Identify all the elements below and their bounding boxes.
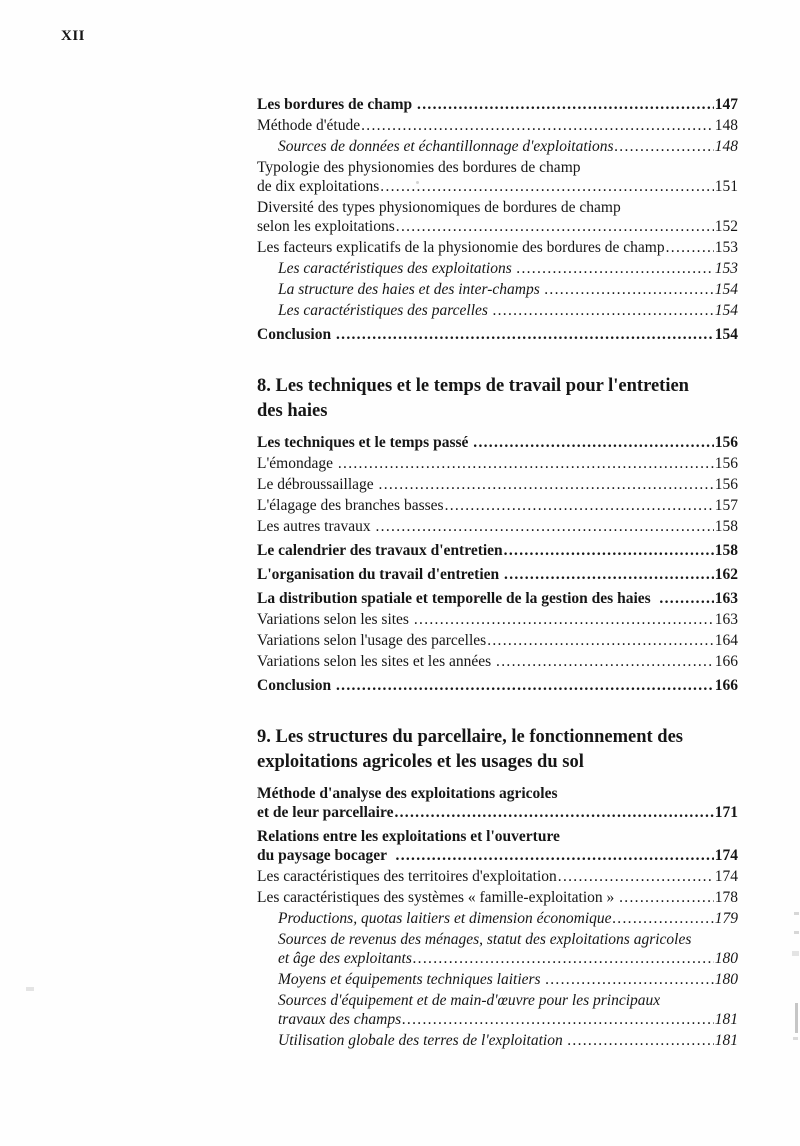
scan-artifact <box>793 1037 798 1040</box>
toc-entry <box>257 541 738 560</box>
toc-entry-label: selon les exploitations <box>257 218 395 235</box>
toc-entry-label: Variations selon l'usage des parcelles <box>257 632 487 649</box>
toc-entry-label: Utilisation globale des terres de l'exploitation <box>278 1032 567 1049</box>
toc-entry-page-number: 158 <box>714 542 738 559</box>
toc-entry-page-number: 154 <box>714 302 738 319</box>
toc-entry-page-number: 162 <box>714 566 738 583</box>
toc-entry <box>257 116 738 135</box>
dot-leader <box>496 652 714 671</box>
toc-entry-page-number: 178 <box>714 889 738 906</box>
dot-leader <box>619 888 714 907</box>
chapter-heading-line: 9. Les structures du parcellaire, le fonctionnement des <box>257 727 683 747</box>
toc-entry-page-number: 166 <box>714 677 738 694</box>
toc-entry <box>257 325 738 344</box>
toc-entry-page-number: 181 <box>714 1032 738 1049</box>
toc-entry-line: Méthode d'analyse des exploitations agricoles <box>257 785 558 802</box>
toc-entry-page-number: 154 <box>714 281 738 298</box>
toc-entry-page-number: 151 <box>714 178 738 195</box>
chapter-heading-line: 8. Les techniques et le temps de travail pour l'entretien <box>257 376 689 396</box>
toc-entry-page-number: 174 <box>714 868 738 885</box>
toc-entry-label: Les caractéristiques des systèmes « famille-exploitation » <box>257 889 619 906</box>
toc-entry-label: Le débroussaillage <box>257 476 378 493</box>
toc-entry-page-number: 179 <box>714 910 738 927</box>
toc-entry-line: Typologie des physionomies des bordures de champ <box>257 159 581 176</box>
dot-leader <box>504 541 714 560</box>
scan-artifact <box>795 1003 798 1033</box>
toc-entry-label: Les bordures de champ <box>257 96 417 113</box>
dot-leader <box>487 631 714 650</box>
dot-leader <box>394 803 713 822</box>
chapter-heading-line: exploitations agricoles et les usages du sol <box>257 752 584 772</box>
toc-entry-page-number: 156 <box>714 476 738 493</box>
dot-leader <box>413 949 714 968</box>
toc-entry <box>257 454 738 473</box>
toc-entry-label: Moyens et équipements techniques laitiers <box>278 971 545 988</box>
chapter-heading <box>257 374 738 424</box>
toc-entry-label: Variations selon les sites <box>257 611 413 628</box>
dot-leader <box>558 867 714 886</box>
toc-entry-page-number: 163 <box>714 590 738 607</box>
toc-entry <box>257 1031 738 1050</box>
toc-entry-label: Les caractéristiques des parcelles <box>278 302 492 319</box>
dot-leader <box>473 433 713 452</box>
toc-entry-label: Les caractéristiques des territoires d'exploitation <box>257 868 557 885</box>
toc-entry <box>257 198 738 236</box>
toc-entry-label: Méthode d'étude <box>257 117 361 134</box>
toc-entry <box>257 589 738 608</box>
dot-leader <box>396 217 714 236</box>
dot-leader <box>545 970 713 989</box>
toc-entry-page-number: 180 <box>714 950 738 967</box>
toc-entry <box>257 970 738 989</box>
toc-entry <box>257 784 738 822</box>
toc-entry <box>257 930 738 968</box>
dot-leader <box>338 454 714 473</box>
toc-entry <box>257 676 738 695</box>
dot-leader <box>517 259 714 278</box>
toc-entry-label: Les caractéristiques des exploitations <box>278 260 516 277</box>
toc-entry-page-number: 148 <box>714 117 738 134</box>
dot-leader <box>379 475 714 494</box>
toc-entry <box>257 158 738 196</box>
toc-entry-label: Les autres travaux <box>257 518 375 535</box>
toc-entry-label: et de leur parcellaire <box>257 804 394 821</box>
toc-entry-page-number: 180 <box>714 971 738 988</box>
toc-entry-page-number: 156 <box>714 434 738 451</box>
toc-entry-page-number: 158 <box>714 518 738 535</box>
toc-entry-label: Conclusion <box>257 326 335 343</box>
toc-entry <box>257 259 738 278</box>
toc-entry-line: Sources de revenus des ménages, statut des exploitations agricoles <box>278 931 692 948</box>
toc-entry-page-number: 148 <box>714 138 738 155</box>
toc-entry-label: Le calendrier des travaux d'entretien <box>257 542 503 559</box>
toc-entry-label: Conclusion <box>257 677 335 694</box>
toc-entry-page-number: 163 <box>714 611 738 628</box>
scan-artifact <box>26 987 34 991</box>
dot-leader <box>666 238 714 257</box>
toc-entry-line: Relations entre les exploitations et l'ouverture <box>257 828 560 845</box>
toc-entry <box>257 475 738 494</box>
scan-artifact <box>416 181 419 184</box>
toc-entry <box>257 867 738 886</box>
page-number-folio: XII <box>61 28 86 44</box>
toc-entry-label: L'élagage des branches basses <box>257 497 444 514</box>
toc-entry <box>257 652 738 671</box>
toc-entry-page-number: 166 <box>714 653 738 670</box>
toc-entry <box>257 517 738 536</box>
dot-leader <box>614 137 713 156</box>
toc-entry <box>257 137 738 156</box>
toc-entry-label: L'émondage <box>257 455 337 472</box>
dot-leader <box>545 280 714 299</box>
dot-leader <box>659 589 713 608</box>
toc-entry-label: L'organisation du travail d'entretien <box>257 566 504 583</box>
table-of-contents <box>257 93 738 1050</box>
chapter-heading <box>257 725 738 775</box>
toc-entry-label: Variations selon les sites et les années <box>257 653 496 670</box>
chapter-heading-line: des haies <box>257 401 328 421</box>
toc-entry-label: Productions, quotas laitiers et dimension économique <box>278 910 612 927</box>
toc-entry <box>257 280 738 299</box>
toc-entry-page-number: 164 <box>714 632 738 649</box>
dot-leader <box>402 1010 714 1029</box>
toc-entry-page-number: 174 <box>714 847 738 864</box>
toc-entry <box>257 238 738 257</box>
toc-entry-label: Les facteurs explicatifs de la physionomie des bordures de champ <box>257 239 665 256</box>
toc-entry-label: et âge des exploitants <box>278 950 412 967</box>
toc-entry <box>257 610 738 629</box>
dot-leader <box>493 301 714 320</box>
toc-entry-page-number: 157 <box>714 497 738 514</box>
toc-entry <box>257 301 738 320</box>
scan-artifact <box>792 951 799 956</box>
toc-entry-page-number: 153 <box>714 260 738 277</box>
dot-leader <box>361 116 714 135</box>
toc-entry-page-number: 171 <box>714 804 738 821</box>
toc-entry-label: Les techniques et le temps passé <box>257 434 473 451</box>
dot-leader <box>396 846 714 865</box>
scan-artifact <box>794 912 799 915</box>
scan-artifact <box>794 931 799 934</box>
toc-entry-label: travaux des champs <box>278 1011 402 1028</box>
toc-entry <box>257 496 738 515</box>
dot-leader <box>336 325 714 344</box>
toc-entry <box>257 433 738 452</box>
toc-entry-page-number: 156 <box>714 455 738 472</box>
toc-entry-line: Sources d'équipement et de main-d'œuvre pour les principaux <box>278 992 661 1009</box>
toc-entry-page-number: 153 <box>714 239 738 256</box>
toc-entry <box>257 909 738 928</box>
toc-entry <box>257 95 738 114</box>
dot-leader <box>568 1031 714 1050</box>
dot-leader <box>445 496 714 515</box>
toc-entry <box>257 565 738 584</box>
toc-entry-line: Diversité des types physionomiques de bordures de champ <box>257 199 621 216</box>
dot-leader <box>380 177 713 196</box>
toc-entry <box>257 991 738 1029</box>
toc-entry-label: La structure des haies et des inter-champs <box>278 281 544 298</box>
toc-entry-page-number: 181 <box>714 1011 738 1028</box>
toc-entry-page-number: 154 <box>714 326 738 343</box>
dot-leader <box>504 565 714 584</box>
toc-entry-page-number: 147 <box>714 96 738 113</box>
toc-entry-label: Sources de données et échantillonnage d'exploitations <box>278 138 614 155</box>
toc-entry-label: de dix exploitations <box>257 178 380 195</box>
toc-entry-label: La distribution spatiale et temporelle de la gestion des haies <box>257 590 659 607</box>
dot-leader <box>613 909 714 928</box>
dot-leader <box>336 676 714 695</box>
toc-entry <box>257 631 738 650</box>
dot-leader <box>376 517 714 536</box>
dot-leader <box>414 610 714 629</box>
toc-entry-label: du paysage bocager <box>257 847 395 864</box>
dot-leader <box>417 95 714 114</box>
toc-entry <box>257 827 738 865</box>
toc-entry-page-number: 152 <box>714 218 738 235</box>
toc-entry <box>257 888 738 907</box>
